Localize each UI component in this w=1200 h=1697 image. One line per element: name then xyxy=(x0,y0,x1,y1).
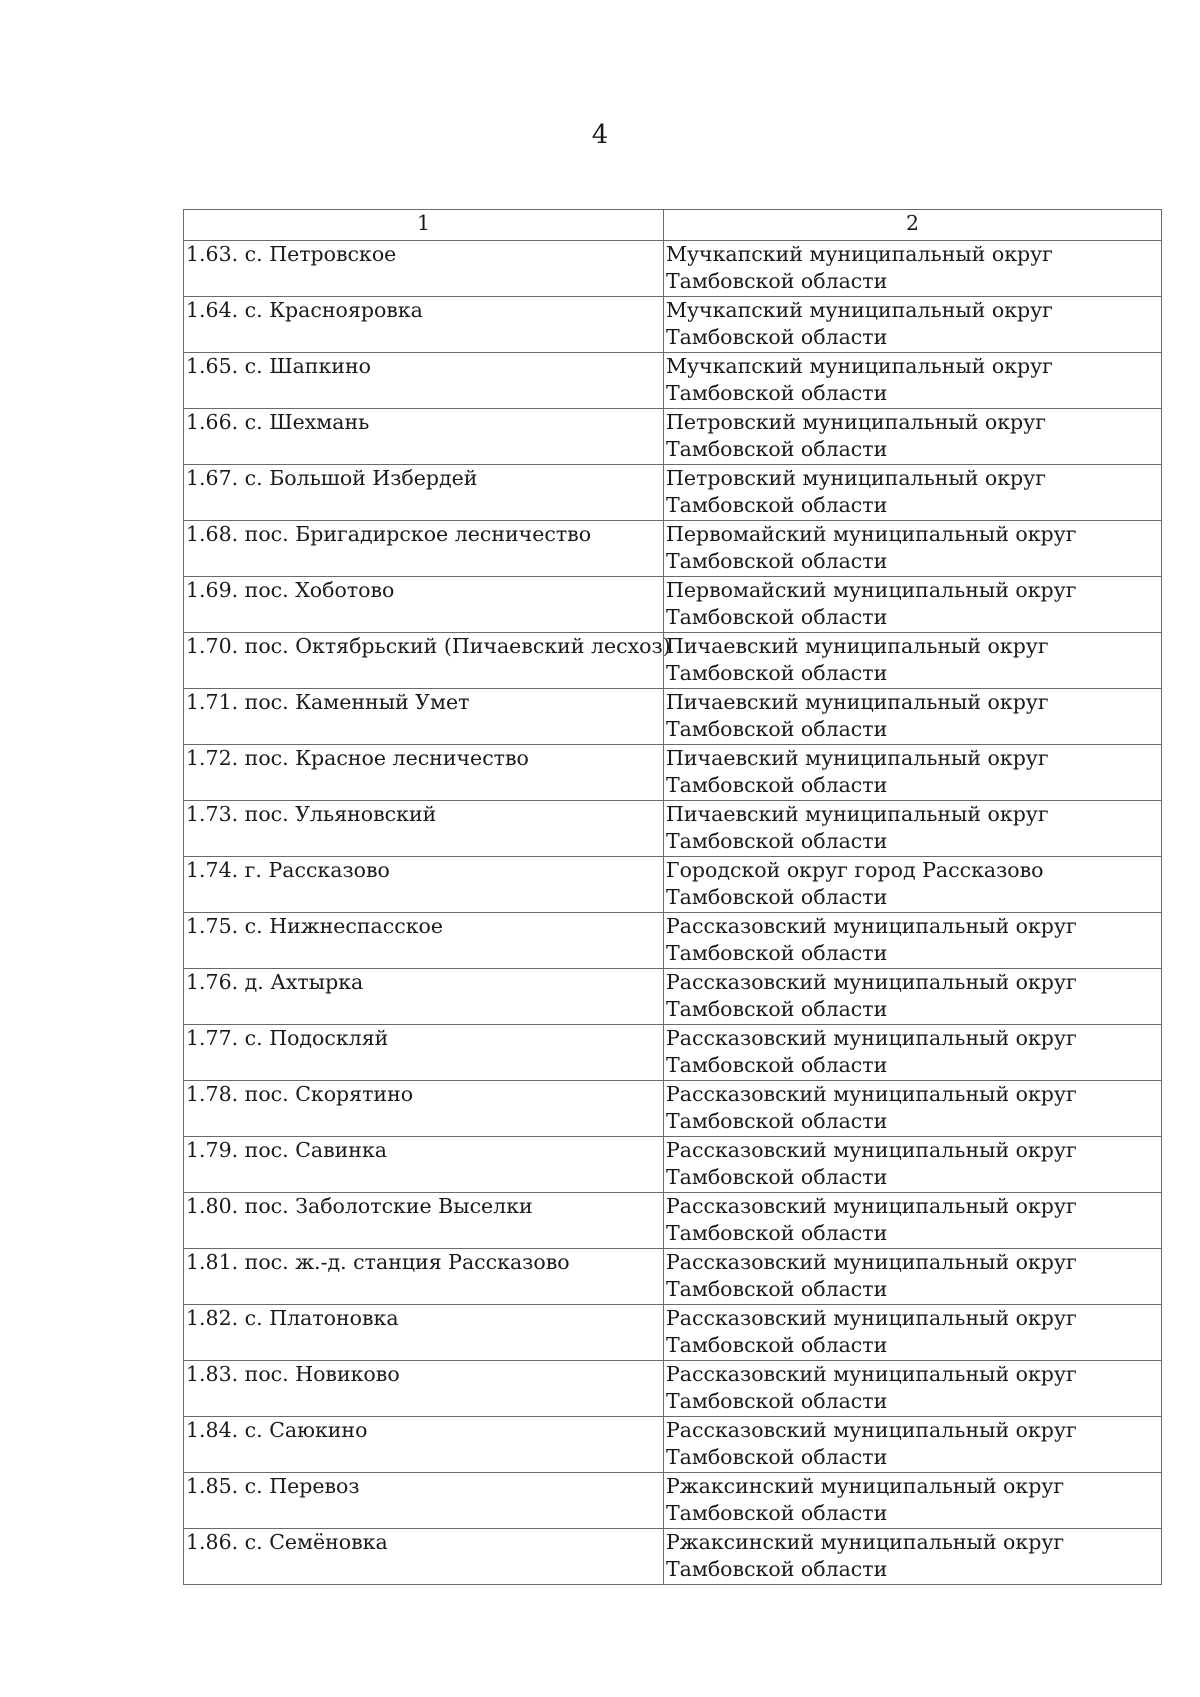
settlement-name: 1.78. пос. Скорятино xyxy=(184,1081,664,1137)
settlement-name: 1.68. пос. Бригадирское лесничество xyxy=(184,521,664,577)
table-row xyxy=(184,1473,1162,1529)
settlement-name: 1.70. пос. Октябрьский (Пичаевский лесхоз) xyxy=(184,633,664,689)
municipal-district: Рассказовский муниципальный округ Тамбовской области xyxy=(664,1025,1162,1081)
municipal-district: Рассказовский муниципальный округ Тамбовской области xyxy=(664,969,1162,1025)
settlement-name: 1.66. с. Шехмань xyxy=(184,409,664,465)
municipal-district: Мучкапский муниципальный округ Тамбовской области xyxy=(664,353,1162,409)
table-row xyxy=(184,969,1162,1025)
municipal-district: Пичаевский муниципальный округ Тамбовской области xyxy=(664,633,1162,689)
settlement-name: 1.72. пос. Красное лесничество xyxy=(184,745,664,801)
settlement-name: 1.67. с. Большой Избердей xyxy=(184,465,664,521)
settlement-name: 1.83. пос. Новиково xyxy=(184,1361,664,1417)
column-header-1: 1 xyxy=(184,210,664,241)
settlement-name: 1.63. с. Петровское xyxy=(184,241,664,297)
table-row xyxy=(184,465,1162,521)
settlement-name: 1.81. пос. ж.-д. станция Рассказово xyxy=(184,1249,664,1305)
settlement-name: 1.86. с. Семёновка xyxy=(184,1529,664,1585)
settlement-name: 1.65. с. Шапкино xyxy=(184,353,664,409)
settlement-name: 1.77. с. Подоскляй xyxy=(184,1025,664,1081)
settlement-name: 1.64. с. Краснояровка xyxy=(184,297,664,353)
municipal-district: Городской округ город Рассказово Тамбовской области xyxy=(664,857,1162,913)
table-row xyxy=(184,1025,1162,1081)
table-row xyxy=(184,1361,1162,1417)
table-row xyxy=(184,689,1162,745)
settlement-name: 1.84. с. Саюкино xyxy=(184,1417,664,1473)
settlement-name: 1.80. пос. Заболотские Выселки xyxy=(184,1193,664,1249)
table-row xyxy=(184,521,1162,577)
municipal-district: Первомайский муниципальный округ Тамбовской области xyxy=(664,577,1162,633)
settlement-name: 1.69. пос. Хоботово xyxy=(184,577,664,633)
table-row xyxy=(184,913,1162,969)
table-row xyxy=(184,1249,1162,1305)
table-row xyxy=(184,577,1162,633)
municipal-district: Пичаевский муниципальный округ Тамбовской области xyxy=(664,745,1162,801)
table-row xyxy=(184,241,1162,297)
municipal-district: Рассказовский муниципальный округ Тамбовской области xyxy=(664,1081,1162,1137)
municipal-district: Рассказовский муниципальный округ Тамбовской области xyxy=(664,1361,1162,1417)
municipal-district: Рассказовский муниципальный округ Тамбовской области xyxy=(664,1193,1162,1249)
municipal-district: Петровский муниципальный округ Тамбовской области xyxy=(664,409,1162,465)
municipal-district: Мучкапский муниципальный округ Тамбовской области xyxy=(664,241,1162,297)
municipal-district: Рассказовский муниципальный округ Тамбовской области xyxy=(664,1249,1162,1305)
column-header-2: 2 xyxy=(664,210,1162,241)
table-row xyxy=(184,857,1162,913)
table-row xyxy=(184,1305,1162,1361)
table-row xyxy=(184,745,1162,801)
table-row xyxy=(184,1081,1162,1137)
municipal-district: Рассказовский муниципальный округ Тамбовской области xyxy=(664,1305,1162,1361)
settlement-name: 1.71. пос. Каменный Умет xyxy=(184,689,664,745)
table-row xyxy=(184,633,1162,689)
table-row xyxy=(184,801,1162,857)
settlement-name: 1.75. с. Нижнеспасское xyxy=(184,913,664,969)
municipal-district: Рассказовский муниципальный округ Тамбовской области xyxy=(664,1417,1162,1473)
municipal-district: Рассказовский муниципальный округ Тамбовской области xyxy=(664,1137,1162,1193)
settlement-name: 1.76. д. Ахтырка xyxy=(184,969,664,1025)
municipal-district: Петровский муниципальный округ Тамбовской области xyxy=(664,465,1162,521)
municipal-district: Ржаксинский муниципальный округ Тамбовской области xyxy=(664,1473,1162,1529)
table-row xyxy=(184,409,1162,465)
table-row xyxy=(184,1529,1162,1585)
page-number: 4 xyxy=(591,120,609,150)
municipal-district: Пичаевский муниципальный округ Тамбовской области xyxy=(664,801,1162,857)
municipal-district: Рассказовский муниципальный округ Тамбовской области xyxy=(664,913,1162,969)
table-row xyxy=(184,1417,1162,1473)
settlement-name: 1.74. г. Рассказово xyxy=(184,857,664,913)
settlement-name: 1.82. с. Платоновка xyxy=(184,1305,664,1361)
table-row xyxy=(184,353,1162,409)
municipal-district: Мучкапский муниципальный округ Тамбовской области xyxy=(664,297,1162,353)
settlement-name: 1.73. пос. Ульяновский xyxy=(184,801,664,857)
table-row xyxy=(184,1193,1162,1249)
settlement-name: 1.85. с. Перевоз xyxy=(184,1473,664,1529)
settlement-name: 1.79. пос. Савинка xyxy=(184,1137,664,1193)
municipal-district: Пичаевский муниципальный округ Тамбовской области xyxy=(664,689,1162,745)
municipal-district: Ржаксинский муниципальный округ Тамбовской области xyxy=(664,1529,1162,1585)
municipal-district: Первомайский муниципальный округ Тамбовской области xyxy=(664,521,1162,577)
table-header-row xyxy=(184,210,1162,241)
table-row xyxy=(184,297,1162,353)
settlements-table xyxy=(183,209,1162,1585)
table-row xyxy=(184,1137,1162,1193)
